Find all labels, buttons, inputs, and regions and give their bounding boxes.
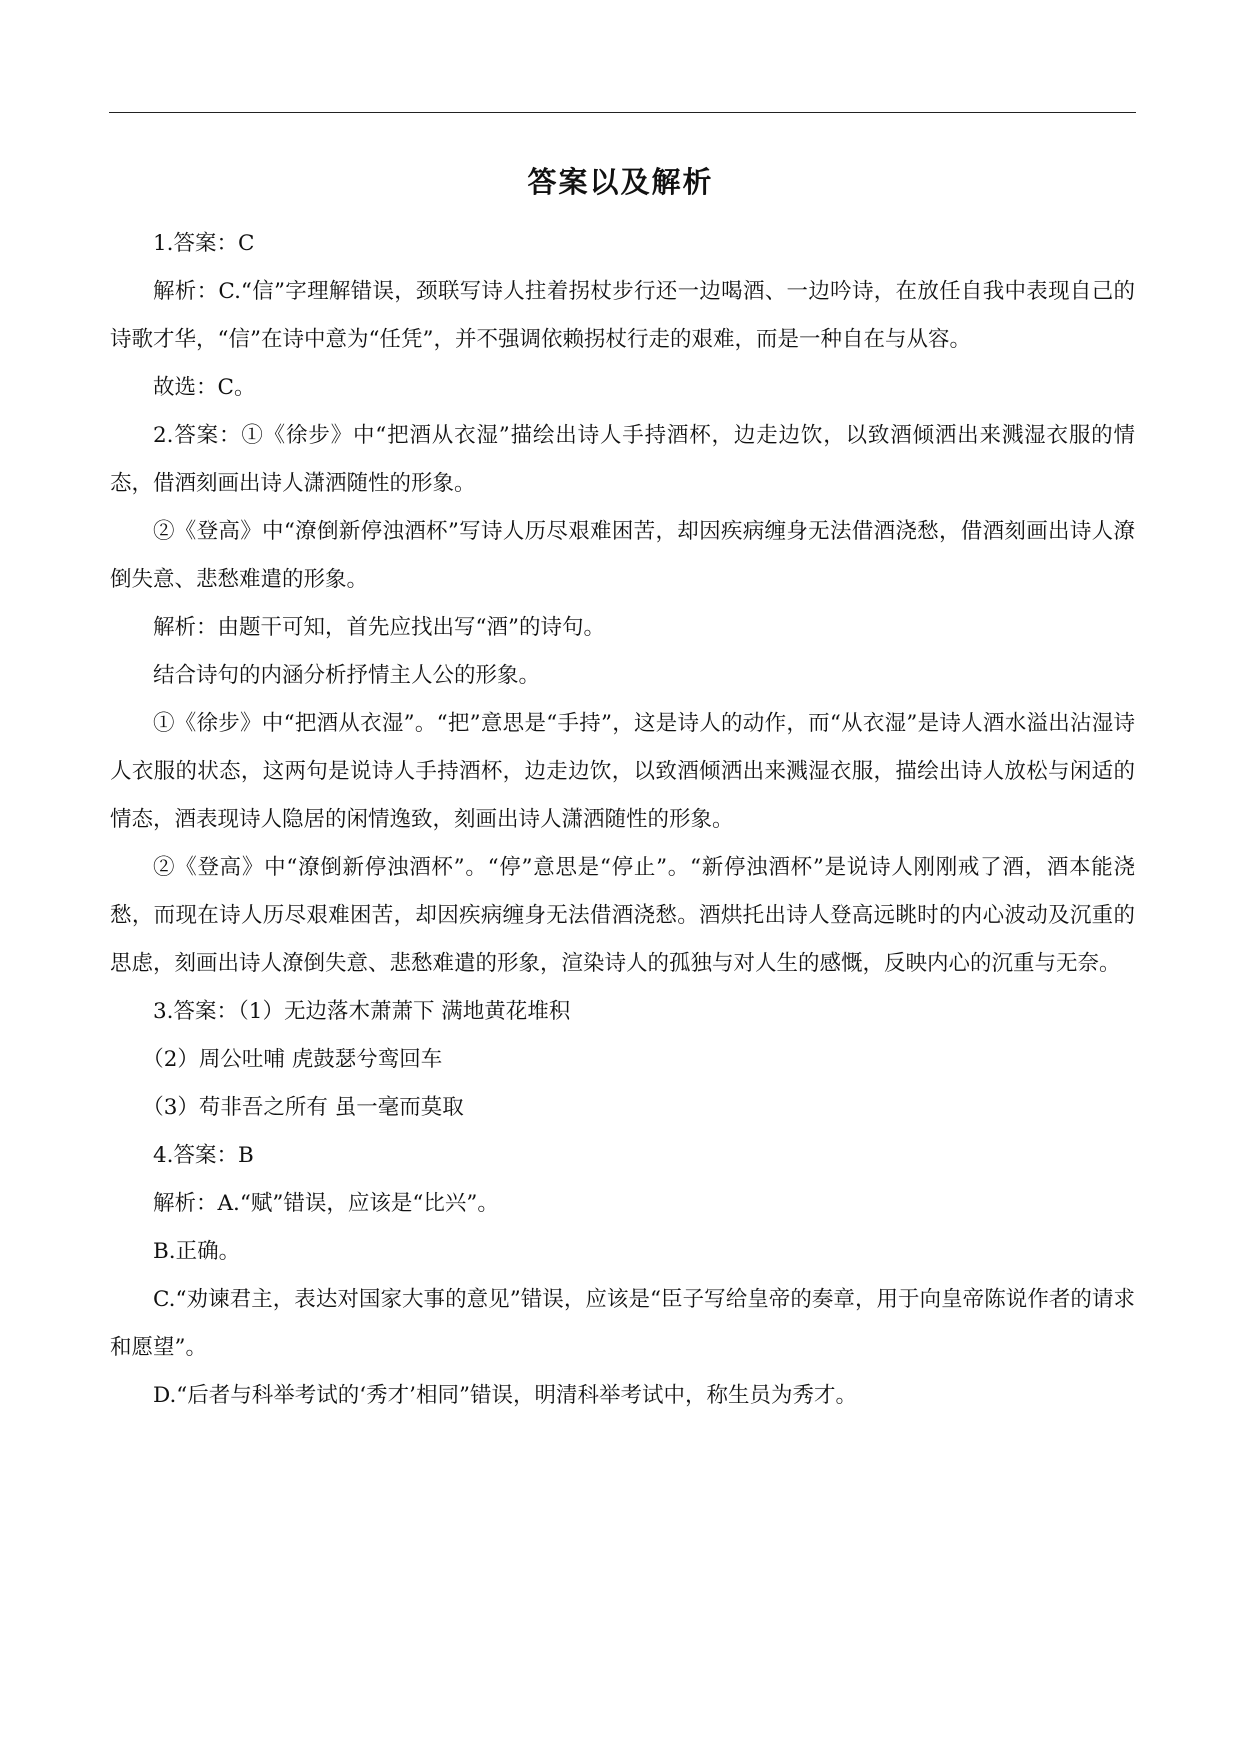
answer-3-line-2: （2）周公吐哺 虎鼓瑟兮鸾回车 <box>142 1047 443 1072</box>
analysis-2-method: 结合诗句的内涵分析抒情主人公的形象。 <box>153 663 541 688</box>
answer-2-part-2: ②《登高》中“潦倒新停浊酒杯”写诗人历尽艰难困苦，却因疾病缠身无法借酒浇愁，借酒刻画出诗人潦倒失意、悲愁难遣的形象。 <box>110 519 1135 592</box>
analysis-4-a: 解析：A.“赋”错误，应该是“比兴”。 <box>153 1191 499 1216</box>
answer-body <box>110 220 1135 1420</box>
answer-4: 4.答案：B <box>153 1143 254 1168</box>
analysis-1: 解析：C.“信”字理解错误，颈联写诗人拄着拐杖步行还一边喝酒、一边吟诗，在放任自我中表现自己的诗歌才华，“信”在诗中意为“任凭”，并不强调依赖拐杖行走的艰难，而是一种自在与从容。 <box>110 279 1135 352</box>
answer-3-line-1: 3.答案：（1）无边落木萧萧下 满地黄花堆积 <box>153 999 571 1024</box>
conclusion-1: 故选：C。 <box>153 375 256 400</box>
answer-2-part-1: 2.答案：①《徐步》中“把酒从衣湿”描绘出诗人手持酒杯，边走边饮，以致酒倾洒出来溅湿衣服的情态，借酒刻画出诗人潇洒随性的形象。 <box>110 423 1135 496</box>
analysis-4-d: D.“后者与科举考试的‘秀才’相同”错误，明清科举考试中，称生员为秀才。 <box>153 1383 857 1408</box>
analysis-2-intro: 解析：由题干可知，首先应找出写“酒”的诗句。 <box>153 615 605 640</box>
answer-3-line-3: （3）苟非吾之所有 虽一毫而莫取 <box>142 1095 464 1120</box>
analysis-2-detail-2: ②《登高》中“潦倒新停浊酒杯”。“停”意思是“停止”。“新停浊酒杯”是说诗人刚刚戒了酒，酒本能浇愁，而现在诗人历尽艰难困苦，却因疾病缠身无法借酒浇愁。酒烘托出诗人登高远眺时的内心波动及沉重的思虑，刻画出诗人潦倒失意、悲愁难遣的形象，渲染诗人的孤独与对人生的感慨，反映内心的沉重与无奈。 <box>110 855 1135 976</box>
analysis-4-b: B.正确。 <box>153 1239 241 1264</box>
analysis-2-detail-1: ①《徐步》中“把酒从衣湿”。“把”意思是“手持”，这是诗人的动作，而“从衣湿”是诗人酒水溢出沾湿诗人衣服的状态，这两句是说诗人手持酒杯，边走边饮，以致酒倾洒出来溅湿衣服，描绘出诗人放松与闲适的情态，酒表现诗人隐居的闲情逸致，刻画出诗人潇洒随性的形象。 <box>110 711 1135 832</box>
analysis-4-c: C.“劝谏君主，表达对国家大事的意见”错误，应该是“臣子写给皇帝的奏章，用于向皇帝陈说作者的请求和愿望”。 <box>110 1287 1135 1360</box>
header-divider <box>109 112 1136 113</box>
answer-1: 1.答案：C <box>153 231 255 256</box>
page-title: 答案以及解析 <box>527 165 714 199</box>
